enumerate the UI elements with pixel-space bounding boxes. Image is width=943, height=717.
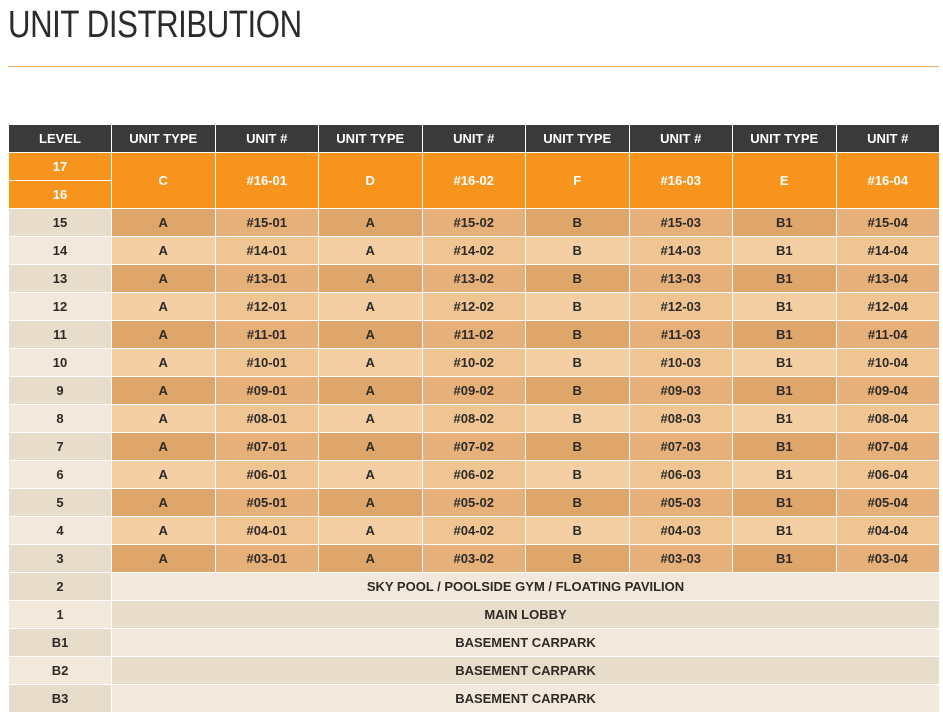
unit-type-cell: B1 (733, 377, 837, 405)
unit-type-cell: B (526, 265, 630, 293)
unit-type-cell: A (319, 461, 423, 489)
level-cell: 5 (9, 489, 112, 517)
level-cell: B1 (9, 629, 112, 657)
unit-number-cell: #11-01 (215, 321, 319, 349)
unit-type-cell: A (319, 405, 423, 433)
unit-number-cell: #09-03 (629, 377, 733, 405)
unit-type-cell: B (526, 293, 630, 321)
facility-cell: MAIN LOBBY (112, 601, 940, 629)
unit-number-cell: #07-01 (215, 433, 319, 461)
header-unit-number: UNIT # (836, 125, 940, 153)
unit-type-cell: A (319, 265, 423, 293)
unit-number-cell: #12-04 (836, 293, 940, 321)
unit-number-cell: #15-02 (422, 209, 526, 237)
table-row (9, 433, 940, 461)
unit-type-cell: A (319, 293, 423, 321)
level-cell: 1 (9, 601, 112, 629)
unit-number-cell: #14-01 (215, 237, 319, 265)
unit-number-cell: #13-04 (836, 265, 940, 293)
unit-number-cell: #05-01 (215, 489, 319, 517)
unit-number-cell: #03-03 (629, 545, 733, 573)
level-cell: 16 (9, 181, 112, 209)
unit-number-cell: #03-01 (215, 545, 319, 573)
unit-type-cell: A (319, 377, 423, 405)
level-cell: 10 (9, 349, 112, 377)
unit-number-cell: #07-02 (422, 433, 526, 461)
facility-row (9, 685, 940, 713)
header-unit-type: UNIT TYPE (733, 125, 837, 153)
unit-number-cell: #15-03 (629, 209, 733, 237)
unit-type-cell: B (526, 405, 630, 433)
unit-number-cell: #05-04 (836, 489, 940, 517)
unit-type-cell: B (526, 433, 630, 461)
unit-type-cell: E (733, 153, 837, 209)
level-cell: 15 (9, 209, 112, 237)
title-divider (8, 66, 939, 67)
unit-type-cell: A (112, 265, 216, 293)
unit-number-cell: #09-04 (836, 377, 940, 405)
unit-type-cell: B (526, 545, 630, 573)
table-row (9, 265, 940, 293)
table-row (9, 545, 940, 573)
unit-type-cell: A (319, 433, 423, 461)
unit-type-cell: B1 (733, 461, 837, 489)
unit-number-cell: #06-02 (422, 461, 526, 489)
table-row (9, 349, 940, 377)
unit-type-cell: B (526, 517, 630, 545)
unit-type-cell: B1 (733, 293, 837, 321)
header-unit-number: UNIT # (422, 125, 526, 153)
unit-type-cell: B1 (733, 237, 837, 265)
unit-type-cell: B (526, 237, 630, 265)
unit-type-cell: B1 (733, 321, 837, 349)
header-unit-type: UNIT TYPE (112, 125, 216, 153)
unit-type-cell: A (319, 321, 423, 349)
unit-number-cell: #06-01 (215, 461, 319, 489)
unit-number-cell: #07-03 (629, 433, 733, 461)
unit-number-cell: #09-02 (422, 377, 526, 405)
unit-number-cell: #10-04 (836, 349, 940, 377)
unit-number-cell: #06-04 (836, 461, 940, 489)
unit-number-cell: #08-02 (422, 405, 526, 433)
table-row (9, 405, 940, 433)
table-row (9, 293, 940, 321)
unit-number-cell: #05-03 (629, 489, 733, 517)
unit-type-cell: A (112, 237, 216, 265)
unit-type-cell: B1 (733, 405, 837, 433)
facility-cell: SKY POOL / POOLSIDE GYM / FLOATING PAVILION (112, 573, 940, 601)
level-cell: B2 (9, 657, 112, 685)
table-row (9, 489, 940, 517)
unit-number-cell: #11-03 (629, 321, 733, 349)
unit-type-cell: A (112, 405, 216, 433)
unit-number-cell: #10-01 (215, 349, 319, 377)
unit-type-cell: A (319, 349, 423, 377)
unit-number-cell: #04-04 (836, 517, 940, 545)
level-cell: 13 (9, 265, 112, 293)
unit-type-cell: C (112, 153, 216, 209)
header-level: LEVEL (9, 125, 112, 153)
unit-number-cell: #14-03 (629, 237, 733, 265)
unit-type-cell: A (319, 517, 423, 545)
unit-number-cell: #09-01 (215, 377, 319, 405)
unit-type-cell: D (319, 153, 423, 209)
header-unit-number: UNIT # (215, 125, 319, 153)
header-unit-type: UNIT TYPE (526, 125, 630, 153)
table-row (9, 237, 940, 265)
facility-cell: BASEMENT CARPARK (112, 685, 940, 713)
penthouse-row (9, 153, 940, 181)
unit-number-cell: #11-02 (422, 321, 526, 349)
unit-number-cell: #12-03 (629, 293, 733, 321)
unit-type-cell: A (112, 517, 216, 545)
level-cell: 14 (9, 237, 112, 265)
unit-type-cell: B (526, 461, 630, 489)
level-cell: 4 (9, 517, 112, 545)
unit-number-cell: #06-03 (629, 461, 733, 489)
facility-cell: BASEMENT CARPARK (112, 657, 940, 685)
unit-type-cell: A (112, 461, 216, 489)
unit-type-cell: B1 (733, 489, 837, 517)
unit-type-cell: A (319, 237, 423, 265)
unit-number-cell: #10-03 (629, 349, 733, 377)
level-cell: 7 (9, 433, 112, 461)
unit-number-cell: #03-02 (422, 545, 526, 573)
unit-number-cell: #16-03 (629, 153, 733, 209)
unit-type-cell: A (112, 377, 216, 405)
facility-row (9, 601, 940, 629)
unit-type-cell: A (319, 209, 423, 237)
unit-number-cell: #14-02 (422, 237, 526, 265)
level-cell: 9 (9, 377, 112, 405)
facility-row (9, 657, 940, 685)
unit-number-cell: #16-01 (215, 153, 319, 209)
unit-number-cell: #08-04 (836, 405, 940, 433)
header-unit-number: UNIT # (629, 125, 733, 153)
unit-number-cell: #16-02 (422, 153, 526, 209)
unit-number-cell: #13-02 (422, 265, 526, 293)
unit-number-cell: #16-04 (836, 153, 940, 209)
header-unit-type: UNIT TYPE (319, 125, 423, 153)
unit-number-cell: #04-03 (629, 517, 733, 545)
level-cell: 6 (9, 461, 112, 489)
unit-type-cell: A (112, 489, 216, 517)
table-row (9, 377, 940, 405)
unit-type-cell: B1 (733, 433, 837, 461)
unit-type-cell: A (112, 293, 216, 321)
facility-row (9, 629, 940, 657)
level-cell: B3 (9, 685, 112, 713)
unit-number-cell: #04-02 (422, 517, 526, 545)
unit-type-cell: A (112, 209, 216, 237)
unit-type-cell: B (526, 489, 630, 517)
level-cell: 12 (9, 293, 112, 321)
unit-type-cell: B (526, 349, 630, 377)
unit-number-cell: #03-04 (836, 545, 940, 573)
page-title: UNIT DISTRIBUTION (8, 4, 302, 46)
unit-type-cell: B1 (733, 517, 837, 545)
unit-number-cell: #08-03 (629, 405, 733, 433)
unit-type-cell: A (319, 489, 423, 517)
unit-type-cell: A (112, 433, 216, 461)
unit-type-cell: B (526, 209, 630, 237)
unit-type-cell: B1 (733, 545, 837, 573)
unit-type-cell: A (112, 545, 216, 573)
unit-number-cell: #05-02 (422, 489, 526, 517)
level-cell: 3 (9, 545, 112, 573)
unit-number-cell: #14-04 (836, 237, 940, 265)
unit-number-cell: #15-01 (215, 209, 319, 237)
unit-number-cell: #13-03 (629, 265, 733, 293)
unit-number-cell: #10-02 (422, 349, 526, 377)
table-row (9, 461, 940, 489)
facility-row (9, 573, 940, 601)
unit-type-cell: A (112, 321, 216, 349)
unit-type-cell: A (112, 349, 216, 377)
table-header-row (9, 125, 940, 153)
unit-type-cell: B (526, 377, 630, 405)
unit-number-cell: #13-01 (215, 265, 319, 293)
table-row (9, 321, 940, 349)
unit-distribution-table (8, 124, 940, 713)
unit-type-cell: A (319, 545, 423, 573)
unit-type-cell: F (526, 153, 630, 209)
level-cell: 11 (9, 321, 112, 349)
table-row (9, 209, 940, 237)
unit-number-cell: #12-02 (422, 293, 526, 321)
unit-type-cell: B1 (733, 349, 837, 377)
unit-type-cell: B1 (733, 265, 837, 293)
table-row (9, 517, 940, 545)
unit-number-cell: #04-01 (215, 517, 319, 545)
unit-type-cell: B (526, 321, 630, 349)
unit-type-cell: B1 (733, 209, 837, 237)
unit-number-cell: #15-04 (836, 209, 940, 237)
level-cell: 17 (9, 153, 112, 181)
level-cell: 8 (9, 405, 112, 433)
unit-number-cell: #11-04 (836, 321, 940, 349)
level-cell: 2 (9, 573, 112, 601)
facility-cell: BASEMENT CARPARK (112, 629, 940, 657)
unit-number-cell: #08-01 (215, 405, 319, 433)
unit-number-cell: #12-01 (215, 293, 319, 321)
unit-number-cell: #07-04 (836, 433, 940, 461)
